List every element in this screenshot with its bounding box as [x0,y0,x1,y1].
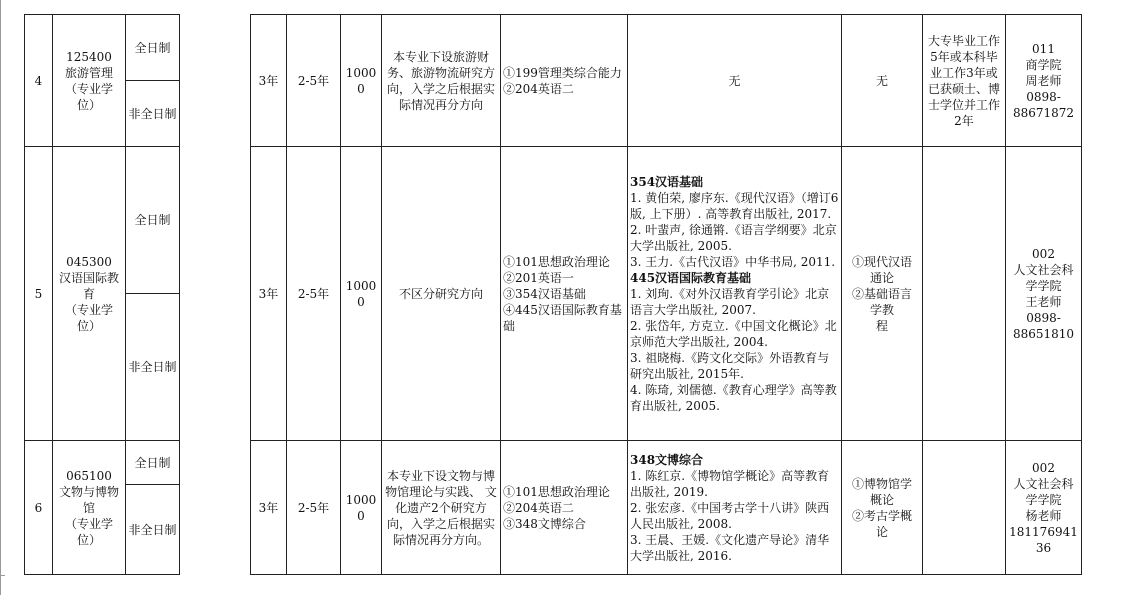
program-name: 125400 旅游管理 （专业学 位） [53,15,126,147]
study-duration: 2-5年 [287,15,341,147]
research-direction: 本专业下设文物与博物馆理论与实践、 文化遗产2个研究方向，入学之后根据实际情况再分方向。 [382,441,501,575]
course-title: 348文博综合 [630,452,704,467]
reference-books: 无 [628,15,842,147]
study-mode-full-time: 全日制 [126,147,180,294]
applicant-requirements [923,147,1006,441]
study-duration: 2-5年 [287,441,341,575]
retest-subjects: ①现代汉语 通论 ②基础语言 学教 程 [842,147,923,441]
exam-subjects: ①101思想政治理论 ②201英语一 ③354汉语基础 ④445汉语国际教育基础 [501,147,628,441]
exam-subjects: ①199管理类综合能力 ②204英语二 [501,15,628,147]
program-years: 3年 [251,441,287,575]
page-left-edge [0,0,1,595]
course-title: 354汉语基础 [630,174,704,189]
book-entry: 1. 陈红京.《博物馆学概论》高等教育出版社, 2019. [630,468,830,499]
applicant-requirements: 大专毕业工作5年或本科毕业工作3年或已获硕士、博士学位并工作2年 [923,15,1006,147]
tuition-fee: 10000 [341,441,382,575]
row-number: 4 [25,15,53,147]
contact-info: 011 商学院 周老师 0898- 88671872 [1006,15,1082,147]
study-mode-part-time: 非全日制 [126,81,180,147]
book-entry: 2. 叶蜚声, 徐通锵.《语言学纲要》北京大学出版社, 2005. [630,222,837,253]
reference-books [628,147,842,441]
course-title: 445汉语国际教育基础 [630,270,752,285]
reference-books [628,441,842,575]
book-entry: 2. 张岱年, 方克立.《中国文化概论》北京师范大学出版社, 2004. [630,318,837,349]
tuition-fee: 10000 [341,147,382,441]
row-number: 6 [25,441,53,575]
book-entry: 3. 祖晓梅.《跨文化交际》外语教育与研究出版社, 2015年. [630,350,830,381]
research-direction: 本专业下设旅游财务、旅游物流研究方向，入学之后根据实际情况再分方向 [382,15,501,147]
program-details-table [250,14,1082,575]
study-mode-full-time: 全日制 [126,15,180,81]
research-direction: 不区分研究方向 [382,147,501,441]
book-entry: 2. 张宏彦.《中国考古学十八讲》陕西人民出版社, 2008. [630,500,830,531]
applicant-requirements [923,441,1006,575]
program-table [24,14,180,575]
book-entry: 3. 王晨、王媛.《文化遗产导论》清华大学出版社, 2016. [630,532,830,563]
book-entry: 1. 黄伯荣, 廖序东.《现代汉语》（增订6版, 上下册）. 高等教育出版社, 2017. [630,190,839,221]
tuition-fee: 10000 [341,15,382,147]
retest-subjects: 无 [842,15,923,147]
page-edge-mark [0,575,5,576]
program-name: 065100 文物与博物 馆 （专业学 位） [53,441,126,575]
program-years: 3年 [251,15,287,147]
book-entry: 1. 刘珣.《对外汉语教育学引论》北京语言大学出版社, 2007. [630,286,830,317]
study-duration: 2-5年 [287,147,341,441]
program-name: 045300 汉语国际教 育 （专业学 位） [53,147,126,441]
book-entry: 4. 陈琦, 刘儒德.《教育心理学》高等教育出版社, 2005. [630,382,837,413]
row-number: 5 [25,147,53,441]
program-years: 3年 [251,147,287,441]
contact-info: 002 人文社会科 学学院 杨老师 18117694136 [1006,441,1082,575]
study-mode-part-time: 非全日制 [126,485,180,575]
exam-subjects: ①101思想政治理论 ②204英语二 ③348文博综合 [501,441,628,575]
book-entry: 3. 王力.《古代汉语》中华书局, 2011. [630,254,836,269]
study-mode-full-time: 全日制 [126,441,180,485]
retest-subjects: ①博物馆学 概论 ②考古学概 论 [842,441,923,575]
contact-info: 002 人文社会科 学学院 王老师 0898- 88651810 [1006,147,1082,441]
study-mode-part-time: 非全日制 [126,294,180,441]
